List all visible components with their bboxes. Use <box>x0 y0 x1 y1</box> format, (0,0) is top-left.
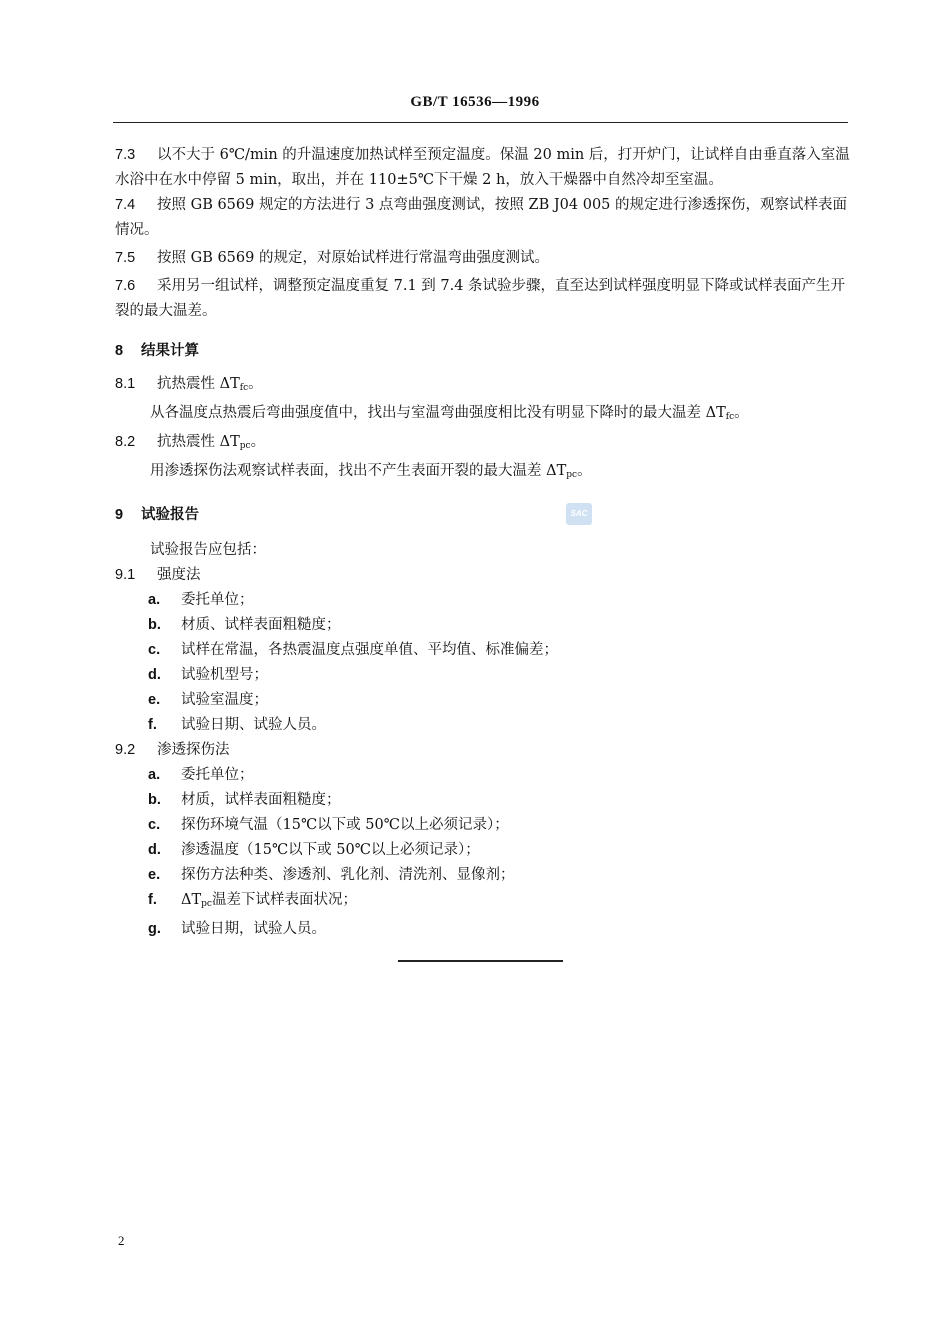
clause-7-6 <box>115 274 851 324</box>
list-marker: a. <box>148 592 161 608</box>
list-marker: b. <box>148 617 161 633</box>
clause-8-2 <box>115 430 851 459</box>
list-item <box>115 813 851 838</box>
list-item <box>115 917 851 942</box>
clause-body-text: 用渗透探伤法观察试样表面，找出不产生表面开裂的最大温差 ΔT <box>150 463 567 479</box>
list-item <box>115 713 851 738</box>
list-item-text: 委托单位； <box>181 592 254 608</box>
clause-8-1-body <box>115 401 851 430</box>
clause-number: 8.2 <box>115 434 136 450</box>
document-header: GB/T 16536—1996 <box>410 94 540 110</box>
list-item <box>115 588 851 613</box>
clause-number: 9.2 <box>115 742 136 758</box>
clause-8-1 <box>115 372 851 401</box>
list-item <box>115 613 851 638</box>
list-9-1 <box>115 588 851 738</box>
section-title-text: 结果计算 <box>141 342 199 359</box>
list-item <box>115 663 851 688</box>
list-item-text: 试样在常温，各热震温度点强度单值、平均值、标准偏差； <box>181 642 558 658</box>
list-item-text: 试验机型号； <box>181 667 268 683</box>
clause-label: 抗热震性 ΔT <box>157 434 240 450</box>
clause-label-end: 。 <box>250 434 266 450</box>
clause-label-end: 。 <box>248 376 263 392</box>
list-item-text: 材质、试样表面粗糙度； <box>181 617 341 633</box>
list-item-text: 探伤方法种类、渗透剂、乳化剂、清洗剂、显像剂； <box>181 867 515 883</box>
list-item-text: 材质，试样表面粗糙度； <box>181 792 341 808</box>
list-item-symbol: ΔT <box>181 892 202 908</box>
clause-number: 8.1 <box>115 376 136 392</box>
list-item-text: 委托单位； <box>181 767 254 783</box>
clause-number: 7.3 <box>115 147 136 163</box>
list-marker: a. <box>148 767 161 783</box>
clause-label: 抗热震性 ΔT <box>157 376 240 392</box>
clause-7-4 <box>115 193 851 243</box>
clause-9-1 <box>115 563 851 588</box>
list-item <box>115 763 851 788</box>
clause-number: 7.6 <box>115 278 136 294</box>
list-item <box>115 888 851 917</box>
clause-body-end: 。 <box>577 463 592 479</box>
subscript: fc <box>725 412 735 422</box>
list-item <box>115 838 851 863</box>
list-marker: f. <box>148 892 157 908</box>
list-marker: e. <box>148 867 161 883</box>
list-marker: c. <box>148 817 161 833</box>
clause-text: 按照 GB 6569 的规定，对原始试样进行常温弯曲强度测试。 <box>157 250 549 266</box>
watermark-text: SAC <box>570 509 588 518</box>
list-marker: f. <box>148 717 157 733</box>
list-marker: e. <box>148 692 161 708</box>
list-item <box>115 638 851 663</box>
section-title-text: 试验报告 <box>141 506 199 523</box>
clause-body-end: 。 <box>734 405 749 421</box>
clause-7-3 <box>115 143 851 193</box>
list-marker: g. <box>148 921 161 937</box>
header-rule <box>113 122 848 123</box>
list-item-text: 渗透温度（15℃以下或 50℃以上必须记录）； <box>181 842 480 858</box>
section-number: 8 <box>115 343 124 359</box>
clause-7-5 <box>115 246 851 271</box>
section-8-title <box>115 338 851 364</box>
list-item-text: 试验日期，试验人员。 <box>181 921 326 937</box>
list-item-text: 试验日期、试验人员。 <box>181 717 326 733</box>
list-item-text: 温差下试样表面状况； <box>211 892 357 908</box>
list-item <box>115 688 851 713</box>
list-marker: d. <box>148 667 161 683</box>
list-item <box>115 863 851 888</box>
list-marker: c. <box>148 642 161 658</box>
list-item <box>115 788 851 813</box>
report-intro: 试验报告应包括： <box>150 542 266 558</box>
clause-number: 9.1 <box>115 567 136 583</box>
page-number: 2 <box>118 1233 125 1248</box>
list-item-text: 探伤环境气温（15℃以下或 50℃以上必须记录）； <box>181 817 509 833</box>
subscript: pc <box>566 470 578 480</box>
section-number: 9 <box>115 507 124 523</box>
clause-number: 7.5 <box>115 250 136 266</box>
subscript: pc <box>239 441 251 451</box>
clause-body-text: 从各温度点热震后弯曲强度值中，找出与室温弯曲强度相比没有明显下降时的最大温差 ΔT <box>150 405 726 421</box>
subscript: fc <box>239 383 249 393</box>
clause-title: 强度法 <box>157 567 201 583</box>
clause-9-2 <box>115 738 851 763</box>
end-of-document-rule <box>398 960 563 962</box>
document-body <box>115 143 851 942</box>
sac-watermark-logo <box>566 503 592 525</box>
clause-text: 按照 GB 6569 规定的方法进行 3 点弯曲强度测试，按照 ZB J04 005 的规定进行渗透探伤，观察试样表面情况。 <box>115 197 848 238</box>
clause-text: 采用另一组试样，调整预定温度重复 7.1 到 7.4 条试验步骤，直至达到试样强度明显下降或试样表面产生开裂的最大温差。 <box>115 278 846 319</box>
list-9-2 <box>115 763 851 942</box>
clause-number: 7.4 <box>115 197 136 213</box>
clause-text: 以不大于 6℃/min 的升温速度加热试样至预定温度。保温 20 min 后，打开炉门，让试样自由垂直落入室温水浴中在水中停留 5 min，取出，并在 110±5℃下干燥 2 h，放入干燥器中自然冷却至室温。 <box>115 147 850 188</box>
list-marker: d. <box>148 842 161 858</box>
list-item-text: 试验室温度； <box>181 692 268 708</box>
clause-8-2-body <box>115 459 851 488</box>
list-marker: b. <box>148 792 161 808</box>
section-9-title <box>115 502 851 528</box>
clause-title: 渗透探伤法 <box>157 742 230 758</box>
subscript: pc <box>201 899 212 909</box>
